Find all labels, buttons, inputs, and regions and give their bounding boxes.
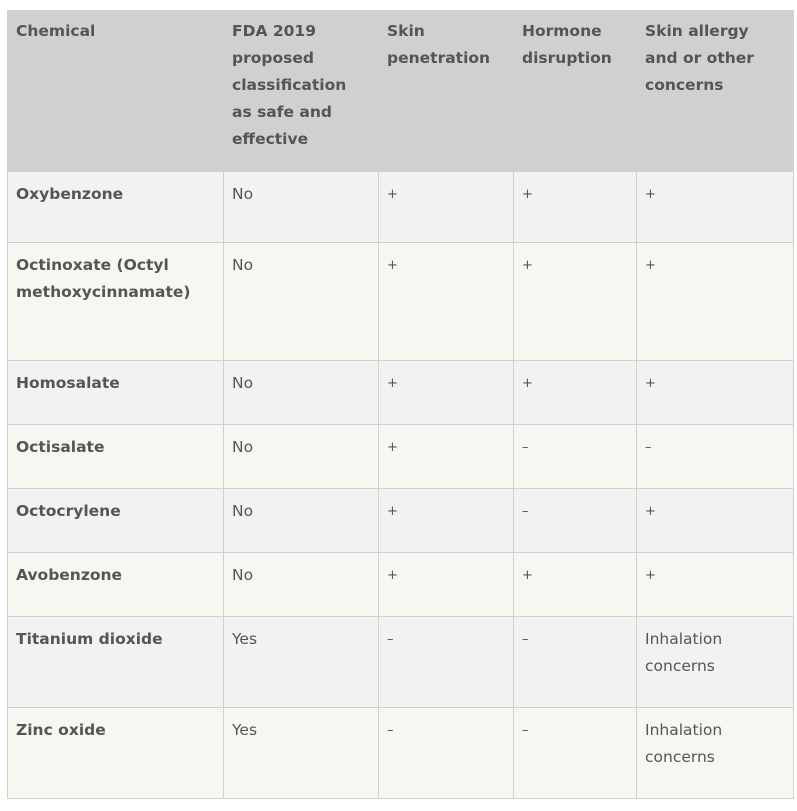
table-row (8, 708, 794, 799)
cell-skin-penetration: + (379, 361, 514, 425)
cell-skin-penetration: – (379, 708, 514, 799)
cell-skin-penetration: + (379, 425, 514, 489)
cell-hormone-disruption: – (514, 425, 637, 489)
cell-fda-classification: Yes (224, 617, 379, 708)
cell-fda-classification: No (224, 172, 379, 243)
sunscreen-chemicals-table-container (7, 10, 793, 799)
header-skin-penetration: Skin penetration (379, 11, 514, 172)
sunscreen-chemicals-table (7, 10, 794, 799)
cell-chemical: Octocrylene (8, 489, 224, 553)
cell-hormone-disruption: – (514, 708, 637, 799)
cell-fda-classification: Yes (224, 708, 379, 799)
header-chemical: Chemical (8, 11, 224, 172)
cell-chemical: Octinoxate (Octyl methoxycinnamate) (8, 243, 224, 361)
cell-hormone-disruption: – (514, 489, 637, 553)
cell-skin-allergy: Inhalation concerns (637, 708, 794, 799)
table-header-row (8, 11, 794, 172)
cell-hormone-disruption: – (514, 617, 637, 708)
table-row (8, 617, 794, 708)
table-row (8, 172, 794, 243)
cell-fda-classification: No (224, 243, 379, 361)
cell-hormone-disruption: + (514, 243, 637, 361)
cell-skin-allergy: + (637, 172, 794, 243)
cell-fda-classification: No (224, 489, 379, 553)
cell-chemical: Titanium dioxide (8, 617, 224, 708)
cell-chemical: Homosalate (8, 361, 224, 425)
table-row (8, 489, 794, 553)
table-row (8, 361, 794, 425)
table-row (8, 243, 794, 361)
cell-skin-penetration: + (379, 172, 514, 243)
cell-chemical: Oxybenzone (8, 172, 224, 243)
header-skin-allergy: Skin allergy and or other concerns (637, 11, 794, 172)
cell-skin-allergy: Inhalation concerns (637, 617, 794, 708)
cell-hormone-disruption: + (514, 172, 637, 243)
table-row (8, 553, 794, 617)
cell-hormone-disruption: + (514, 361, 637, 425)
cell-skin-allergy: + (637, 243, 794, 361)
cell-skin-penetration: – (379, 617, 514, 708)
cell-skin-allergy: – (637, 425, 794, 489)
header-hormone-disruption: Hormone disruption (514, 11, 637, 172)
cell-skin-penetration: + (379, 243, 514, 361)
cell-chemical: Octisalate (8, 425, 224, 489)
cell-hormone-disruption: + (514, 553, 637, 617)
cell-fda-classification: No (224, 425, 379, 489)
cell-fda-classification: No (224, 361, 379, 425)
cell-skin-penetration: + (379, 489, 514, 553)
cell-chemical: Zinc oxide (8, 708, 224, 799)
cell-skin-allergy: + (637, 361, 794, 425)
cell-skin-allergy: + (637, 553, 794, 617)
cell-chemical: Avobenzone (8, 553, 224, 617)
cell-skin-penetration: + (379, 553, 514, 617)
cell-fda-classification: No (224, 553, 379, 617)
header-fda-classification: FDA 2019 proposed classification as safe and effective (224, 11, 379, 172)
table-row (8, 425, 794, 489)
cell-skin-allergy: + (637, 489, 794, 553)
